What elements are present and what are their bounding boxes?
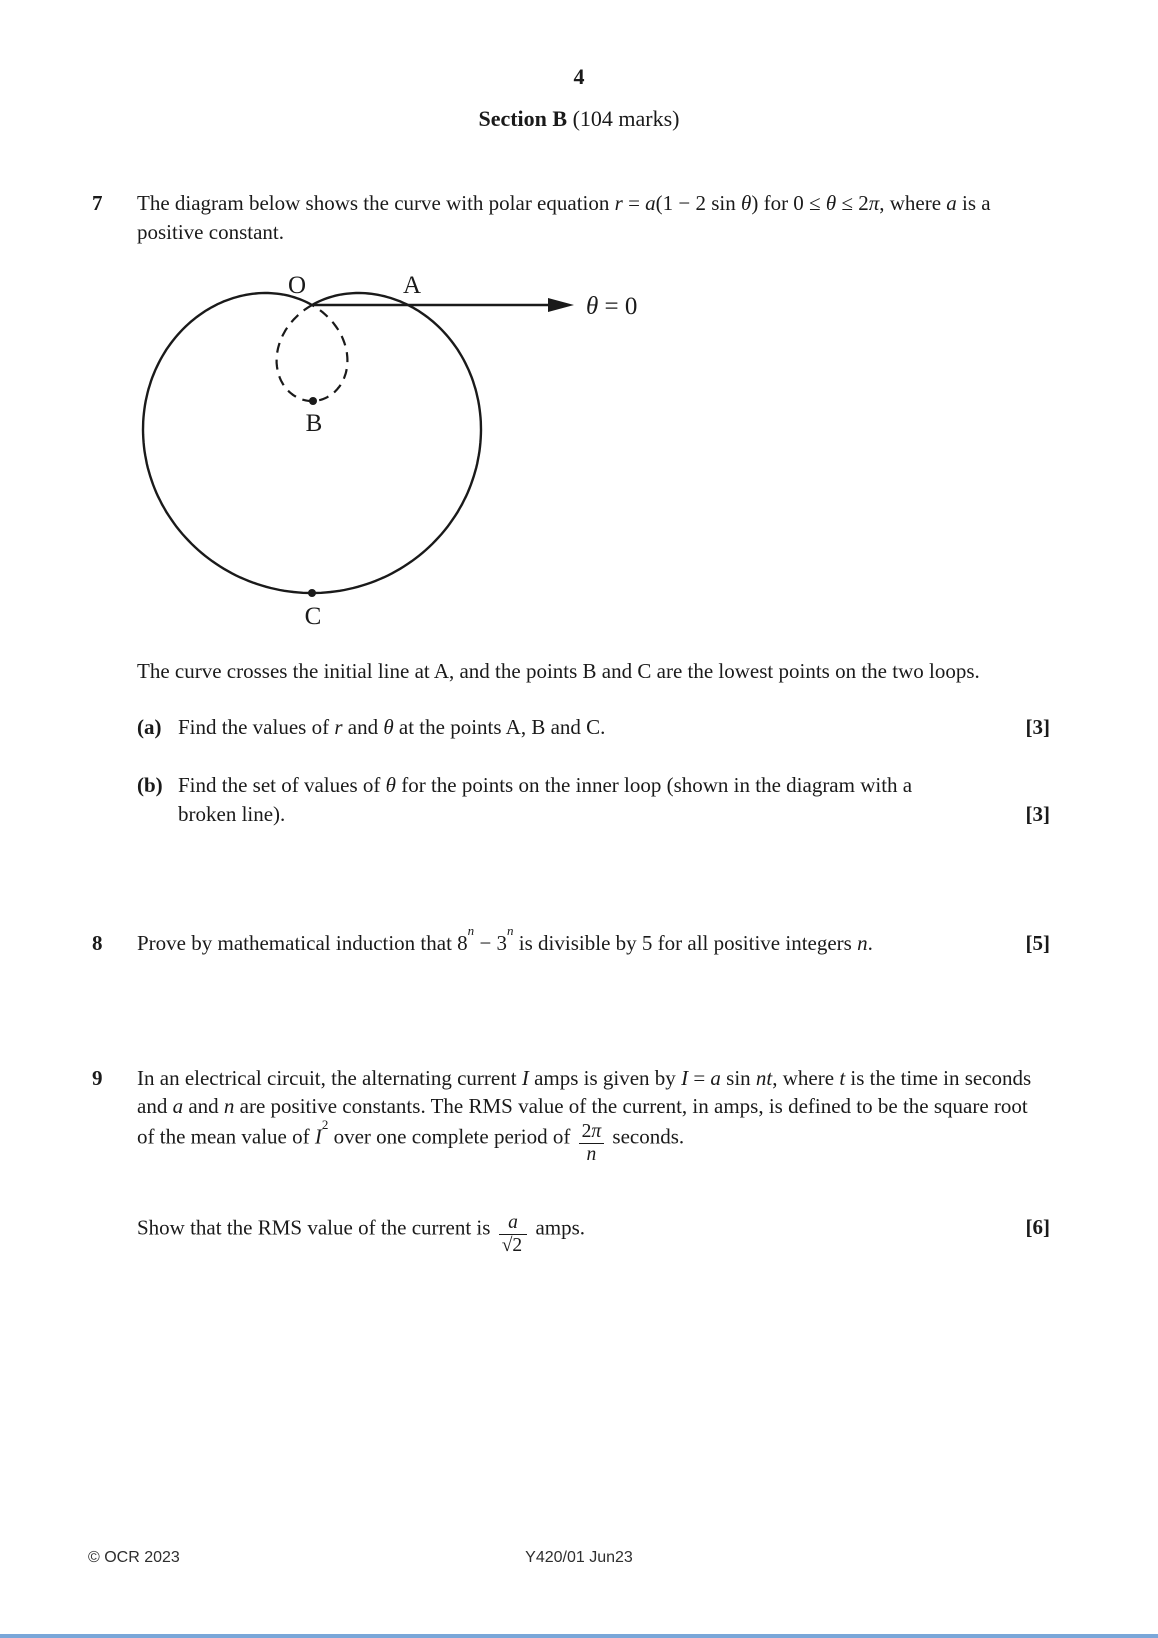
theta-axis-label: θ = 0 [586, 292, 638, 320]
q8-number: 8 [92, 930, 103, 955]
q7-part-b [137, 771, 1050, 829]
page-content [92, 189, 1050, 1257]
outer-loop-path [143, 293, 481, 593]
copyright-text: © OCR 2023 [88, 1549, 180, 1566]
paper-code: Y420/01 Jun23 [525, 1549, 633, 1566]
part-b-marks: [3] [1025, 801, 1050, 826]
part-b-label: (b) [137, 772, 163, 797]
bottom-edge-strip [0, 1634, 1158, 1638]
point-c-label: C [304, 602, 322, 630]
arrowhead-icon [548, 298, 574, 312]
origin-label: O [287, 271, 307, 299]
polar-curve-diagram [100, 255, 660, 633]
q9-marks: [6] [1025, 1215, 1050, 1240]
point-a-label: A [402, 271, 422, 299]
q9-show-text: Show that the RMS value of the current is $\frac{a}{√2}$ amps. [137, 1212, 586, 1257]
point-b-label: B [305, 409, 323, 437]
q7-part-a [137, 713, 1050, 742]
inner-loop-path [277, 305, 348, 401]
q7-caption: The curve crosses the initial line at A, and the points B and C are the lowest points on the two loops. [137, 658, 980, 683]
page-footer [88, 1547, 1070, 1569]
q9-number: 9 [92, 1065, 103, 1090]
question-8 [92, 923, 1050, 958]
question-7 [92, 189, 1050, 829]
q7-diagram-wrap [100, 255, 1050, 633]
q8-marks: [5] [1025, 930, 1050, 955]
question-9 [92, 1064, 1050, 1257]
part-a-marks: [3] [1025, 714, 1050, 739]
q7-intro: The diagram below shows the curve with polar equation r = a(1 − 2 sin θ) for 0 ≤ θ ≤ 2π, where a is a positive constant. [137, 190, 991, 244]
part-b-text: Find the set of values of θ for the points on the inner loop (shown in the diagram with a broken line). [178, 772, 913, 826]
section-title: Section B (104 marks) [478, 106, 680, 132]
q7-number: 7 [92, 190, 103, 215]
point-b-dot [309, 397, 317, 405]
page-number: 4 [573, 64, 585, 89]
q9-text: In an electrical circuit, the alternating current I amps is given by I = a sin nt, where t is the time in seconds and a and n are positive constants. The RMS value of the current, in amps, is defined to be the square root of the mean value of $I^2$ over one complete period of $\frac{2\pi}{n}$ seconds. [137, 1065, 1032, 1166]
part-a-text: Find the values of r and θ at the points A, B and C. [178, 714, 606, 739]
part-a-label: (a) [137, 714, 162, 739]
q8-text: Prove by mathematical induction that $8^n - 3^n$ is divisible by 5 for all positive integers n. [137, 923, 873, 955]
point-c-dot [308, 589, 316, 597]
